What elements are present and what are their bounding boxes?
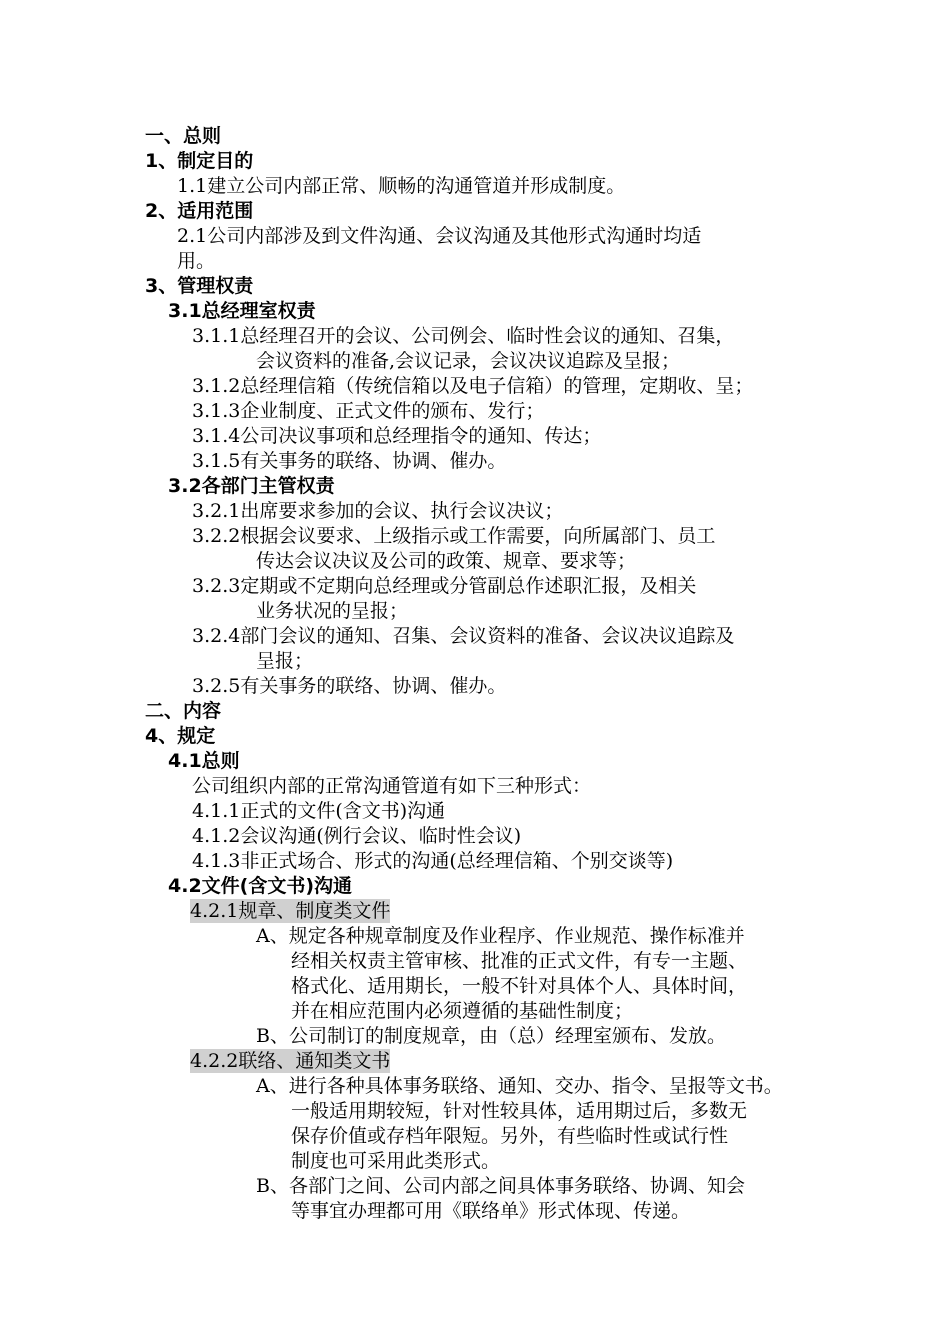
paragraph-line: 3.2.1出席要求参加的会议、执行会议决议； [192,500,564,522]
paragraph-line: A、规定各种规章制度及作业程序、作业规范、操作标准并 [256,925,745,947]
paragraph-line: 3.1.3企业制度、正式文件的颁布、发行； [192,400,545,422]
paragraph-line: 公司组织内部的正常沟通管道有如下三种形式： [192,775,592,797]
paragraph-line: 业务状况的呈报； [256,600,409,622]
paragraph-line: 用。 [177,250,216,272]
paragraph-line: 一般适用期较短，针对性较具体，适用期过后，多数无 [291,1100,748,1122]
paragraph-line: 3.1.5有关事务的联络、协调、催办。 [192,450,507,472]
subsection-heading: 1、制定目的 [145,150,254,172]
subsection-heading: 4、规定 [145,725,216,747]
paragraph-line: B、公司制订的制度规章，由（总）经理室颁布、发放。 [256,1025,726,1047]
paragraph-line: A、进行各种具体事务联络、通知、交办、指令、呈报等文书。 [256,1075,783,1097]
paragraph-line: 制度也可采用此类形式。 [291,1150,501,1172]
paragraph-line: 2.1公司内部涉及到文件沟通、会议沟通及其他形式沟通时均适 [177,225,702,247]
clause-heading: 4.2文件(含文书)沟通 [168,875,353,897]
paragraph-line: 4.1.1正式的文件(含文书)沟通 [192,800,446,822]
paragraph-line: 4.1.3非正式场合、形式的沟通(总经理信箱、个别交谈等) [192,850,674,872]
paragraph-line: 3.1.4公司决议事项和总经理指令的通知、传达； [192,425,602,447]
paragraph-line: 3.1.1总经理召开的会议、公司例会、临时性会议的通知、召集， [192,325,735,347]
paragraph-line: 3.2.3定期或不定期向总经理或分管副总作述职汇报，及相关 [192,575,697,597]
clause-heading: 3.2各部门主管权责 [168,475,335,497]
paragraph-line: 会议资料的准备,会议记录，会议决议追踪及呈报； [256,350,681,372]
paragraph-line: 4.1.2会议沟通(例行会议、临时性会议) [192,825,522,847]
section-heading: 二、内容 [145,700,222,722]
paragraph-line: 3.2.4部门会议的通知、召集、会议资料的准备、会议决议追踪及 [192,625,735,647]
clause-heading: 4.1总则 [168,750,240,772]
paragraph-line: 呈报； [256,650,314,672]
highlighted-subheading: 4.2.1规章、制度类文件 [190,900,391,922]
section-heading: 一、总则 [145,125,222,147]
subsection-heading: 2、适用范围 [145,200,254,222]
clause-heading: 3.1总经理室权责 [168,300,316,322]
paragraph-line: 等事宜办理都可用《联络单》形式体现、传递。 [291,1200,691,1222]
paragraph-line: 1.1建立公司内部正常、顺畅的沟通管道并形成制度。 [177,175,626,197]
paragraph-line: B、各部门之间、公司内部之间具体事务联络、协调、知会 [256,1175,745,1197]
paragraph-line: 传达会议决议及公司的政策、规章、要求等； [256,550,637,572]
paragraph-line: 并在相应范围内必须遵循的基础性制度； [291,1000,634,1022]
paragraph-line: 3.1.2总经理信箱（传统信箱以及电子信箱）的管理，定期收、呈； [192,375,754,397]
paragraph-line: 经相关权责主管审核、批准的正式文件，有专一主题、 [291,950,748,972]
subsection-heading: 3、管理权责 [145,275,254,297]
paragraph-line: 格式化、适用期长，一般不针对具体个人、具体时间， [291,975,748,997]
paragraph-line: 3.2.5有关事务的联络、协调、催办。 [192,675,507,697]
paragraph-line: 3.2.2根据会议要求、上级指示或工作需要，向所属部门、员工 [192,525,716,547]
highlighted-subheading: 4.2.2联络、通知类文书 [190,1050,391,1072]
paragraph-line: 保存价值或存档年限短。另外，有些临时性或试行性 [291,1125,729,1147]
